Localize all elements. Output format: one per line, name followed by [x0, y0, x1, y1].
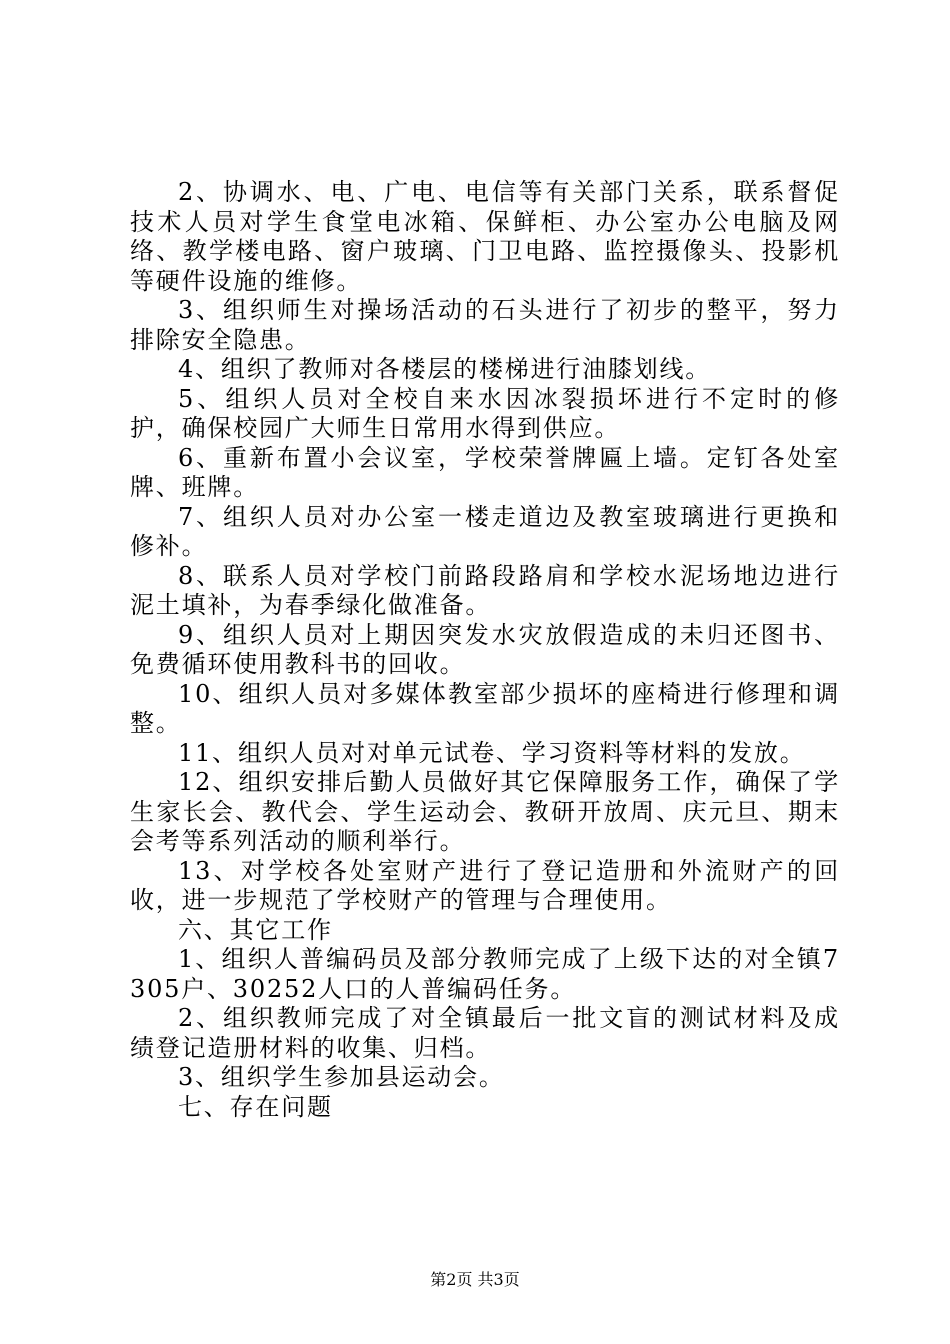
paragraph-item-9: 9、组织人员对上期因突发水灾放假造成的未归还图书、免费循环使用教科书的回收。 — [130, 620, 840, 678]
paragraph-item-12: 12、组织安排后勤人员做好其它保障服务工作，确保了学生家长会、教代会、学生运动会、教研开放周、庆元旦、期末会考等系列活动的顺利举行。 — [130, 768, 840, 855]
paragraph-item-3: 3、组织师生对操场活动的石头进行了初步的整平，努力排除安全隐患。 — [130, 296, 840, 354]
paragraph-item-10: 10、组织人员对多媒体教室部少损坏的座椅进行修理和调整。 — [130, 679, 840, 737]
paragraph-other-2: 2、组织教师完成了对全镇最后一批文盲的测试材料及成绩登记造册材料的收集、归档。 — [130, 1004, 840, 1062]
paragraph-item-4: 4、组织了教师对各楼层的楼梯进行油膝划线。 — [178, 355, 712, 383]
section-heading-issues: 七、存在问题 — [178, 1092, 333, 1121]
section-heading-other-work: 六、其它工作 — [178, 915, 333, 944]
paragraph-item-13: 13、对学校各处室财产进行了登记造册和外流财产的回收，进一步规范了学校财产的管理与合理使用。 — [130, 856, 840, 914]
paragraph-other-3: 3、组织学生参加县运动会。 — [178, 1063, 505, 1091]
paragraph-item-5: 5、组织人员对全校自来水因冰裂损坏进行不定时的修护，确保校园广大师生日常用水得到供应。 — [130, 384, 840, 442]
paragraph-item-2: 2、协调水、电、广电、电信等有关部门关系，联系督促技术人员对学生食堂电冰箱、保鲜柜、办公室办公电脑及网络、教学楼电路、窗户玻璃、门卫电路、监控摄像头、投影机等硬件设施的维修。 — [130, 178, 840, 295]
paragraph-item-8: 8、联系人员对学校门前路段路肩和学校水泥场地边进行泥土填补，为春季绿化做准备。 — [130, 561, 840, 619]
page-number-label: 第2页 共3页 — [430, 1270, 520, 1289]
page-footer — [0, 1270, 950, 1290]
paragraph-item-7: 7、组织人员对办公室一楼走道边及教室玻璃进行更换和修补。 — [130, 502, 840, 560]
body-text — [130, 178, 840, 1122]
paragraph-item-11: 11、组织人员对对单元试卷、学习资料等材料的发放。 — [178, 738, 806, 767]
paragraph-item-6: 6、重新布置小会议室，学校荣誉牌匾上墙。定钉各处室牌、班牌。 — [130, 443, 840, 501]
paragraph-other-1: 1、组织人普编码员及部分教师完成了上级下达的对全镇7305户、30252人口的人普编码任务。 — [130, 945, 840, 1003]
